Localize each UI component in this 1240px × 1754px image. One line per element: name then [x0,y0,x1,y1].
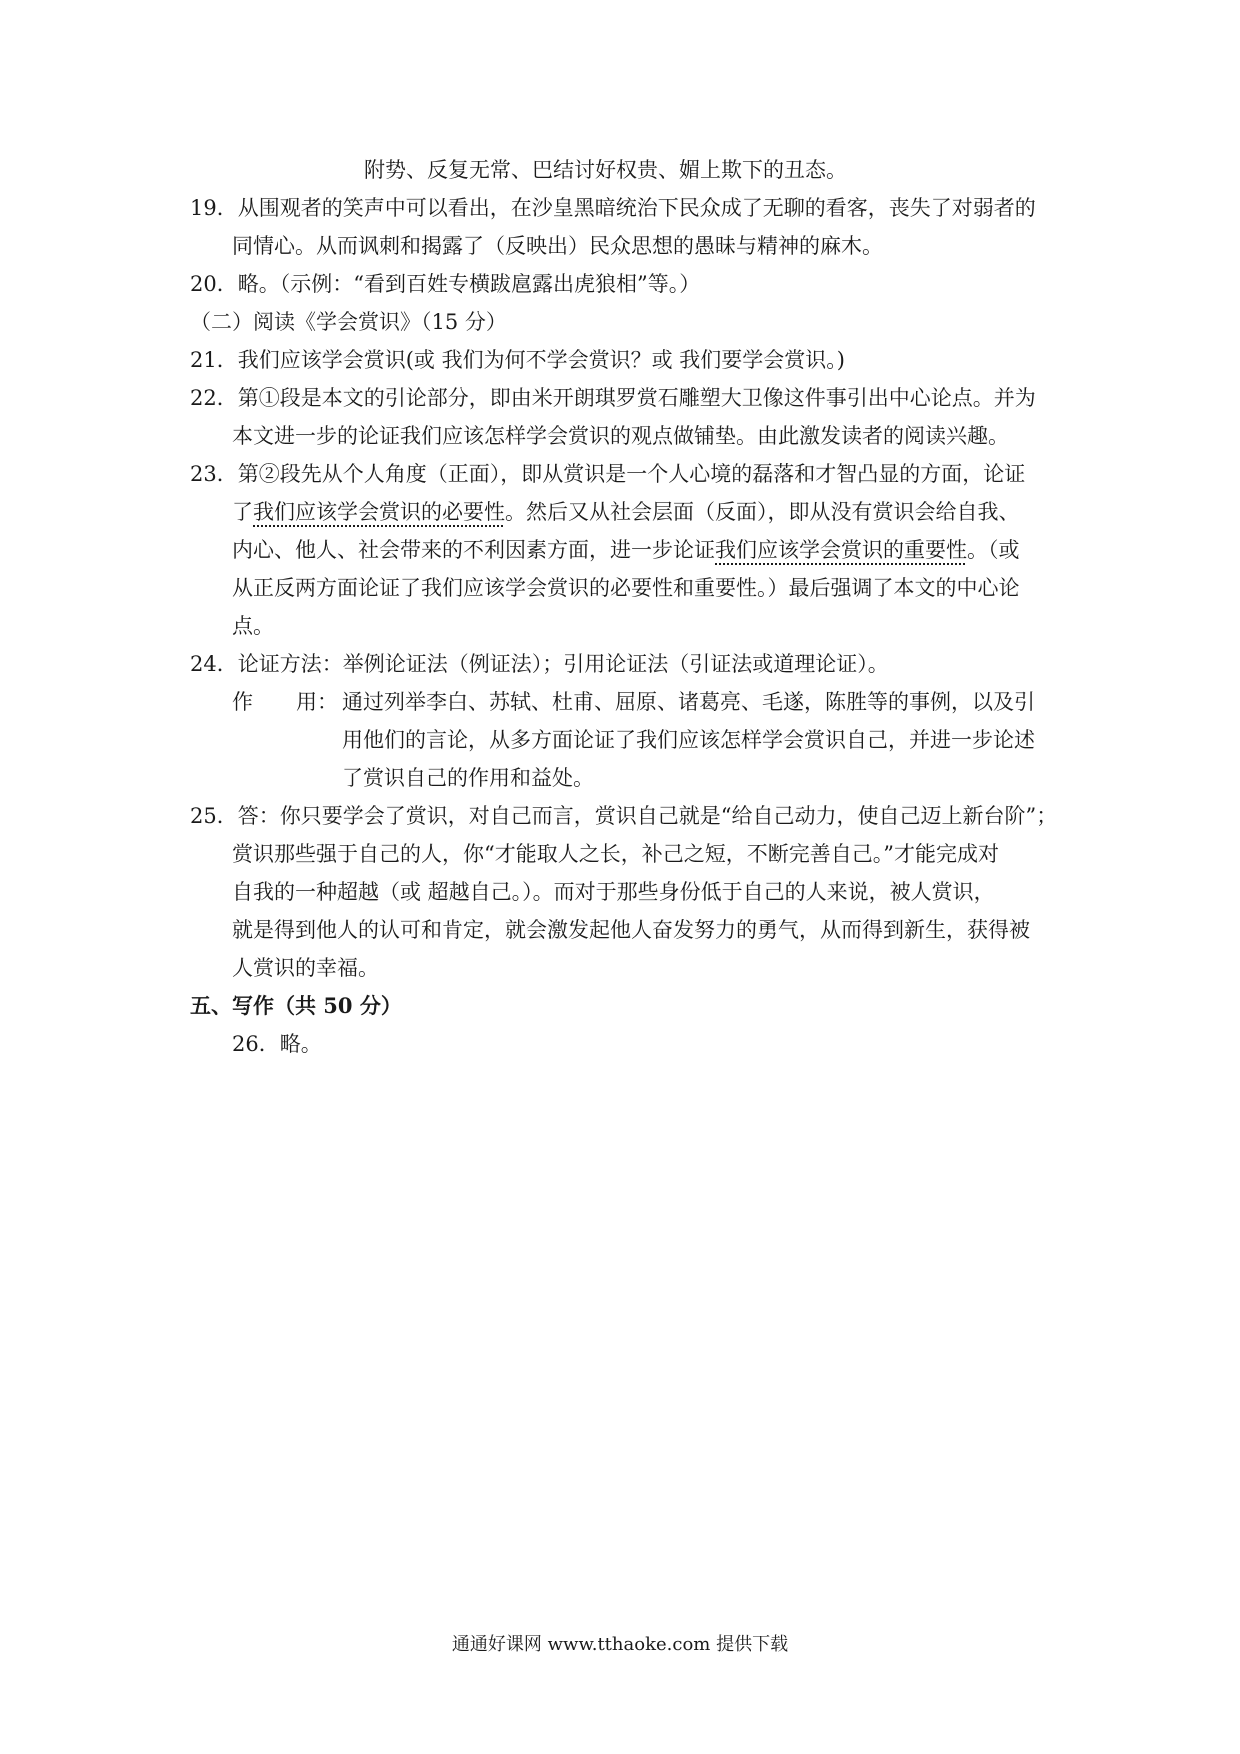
answer-26 [232,1029,322,1059]
answer-19 [190,193,1036,223]
text-segment: 。然后又从社会层面（反面），即从没有赏识会给自我、 [505,500,1020,524]
answer-20 [190,269,700,299]
answer-24-line2: 通过列举李白、苏轼、杜甫、屈原、诸葛亮、毛遂，陈胜等的事例，以及引 [342,690,1035,714]
answer-24 [190,649,889,679]
answer-22-line2: 本文进一步的论证我们应该怎样学会赏识的观点做铺垫。由此激发读者的阅读兴趣。 [232,424,1009,448]
answer-25-line2: 赏识那些强于自己的人，你“才能取人之长，补己之短，不断完善自己。”才能完成对 [232,842,999,866]
answer-text: 答：你只要学会了赏识，对自己而言，赏识自己就是“给自己动力，使自己迈上新台阶”； [237,804,1058,828]
answer-text: 从围观者的笑声中可以看出，在沙皇黑暗统治下民众成了无聊的看客，丧失了对弱者的 [237,196,1036,220]
answer-text: 论证方法：举例论证法（例证法）；引用论证法（引证法或道理论证）。 [237,652,889,676]
answer-continuation: 附势、反复无常、巴结讨好权贵、媚上欺下的丑态。 [364,158,847,182]
answer-19-line2: 同情心。从而讽刺和揭露了（反映出）民众思想的愚昧与精神的麻木。 [232,234,883,258]
page-footer: 通通好课网 www.tthaoke.com 提供下载 [451,1634,789,1655]
question-number: 23． [190,462,238,486]
section-heading-writing: 五、写作（共 50 分） [190,993,402,1018]
answer-24-label-yong: 用： [296,690,338,714]
answer-21 [190,345,845,375]
emphasized-phrase: 我们应该学会赏识的必要性 [253,500,505,524]
question-number: 24． [190,652,238,676]
answer-25-line3: 自我的一种超越（或 超越自己。）。而对于那些身份低于自己的人来说，被人赏识， [232,880,995,904]
answer-24-line4: 了赏识自己的作用和益处。 [342,766,594,790]
emphasized-phrase: 我们应该学会赏识的重要性 [715,538,967,562]
answer-24-label-zuo: 作 [232,690,253,714]
answer-23-line5: 点。 [232,614,274,638]
question-number: 22． [190,386,238,410]
answer-23 [190,459,1025,489]
answer-23-line2 [232,497,1020,527]
answer-text: 略。 [279,1032,322,1056]
answer-23-line4: 从正反两方面论证了我们应该学会赏识的必要性和重要性。）最后强调了本文的中心论 [232,576,1020,600]
answer-25-line5: 人赏识的幸福。 [232,956,379,980]
question-number: 19． [190,196,238,220]
text-segment: 内心、他人、社会带来的不利因素方面，进一步论证 [232,538,715,562]
answer-text: 第②段先从个人角度（正面），即从赏识是一个人心境的磊落和才智凸显的方面，论证 [237,462,1026,486]
answer-text: 略。（示例：“看到百姓专横跋扈露出虎狼相”等。） [237,272,701,296]
text-segment: 了 [232,500,253,524]
answer-25-line4: 就是得到他人的认可和肯定，就会激发起他人奋发努力的勇气，从而得到新生，获得被 [232,918,1030,942]
answer-23-line3 [232,535,1020,565]
question-number: 21． [190,348,238,372]
answer-text: 我们应该学会赏识(或 我们为何不学会赏识？或 我们要学会赏识。) [237,348,845,372]
answer-22 [190,383,1036,413]
answer-text: 第①段是本文的引论部分，即由米开朗琪罗赏石雕塑大卫像这件事引出中心论点。并为 [237,386,1036,410]
question-number: 26． [232,1032,280,1056]
answer-25 [190,801,1057,831]
section-heading-reading: （二）阅读《学会赏识》（15 分） [190,310,507,334]
question-number: 25． [190,804,238,828]
text-segment: 。（或 [967,538,1020,562]
answer-24-line3: 用他们的言论，从多方面论证了我们应该怎样学会赏识自己，并进一步论述 [342,728,1035,752]
question-number: 20． [190,272,238,296]
